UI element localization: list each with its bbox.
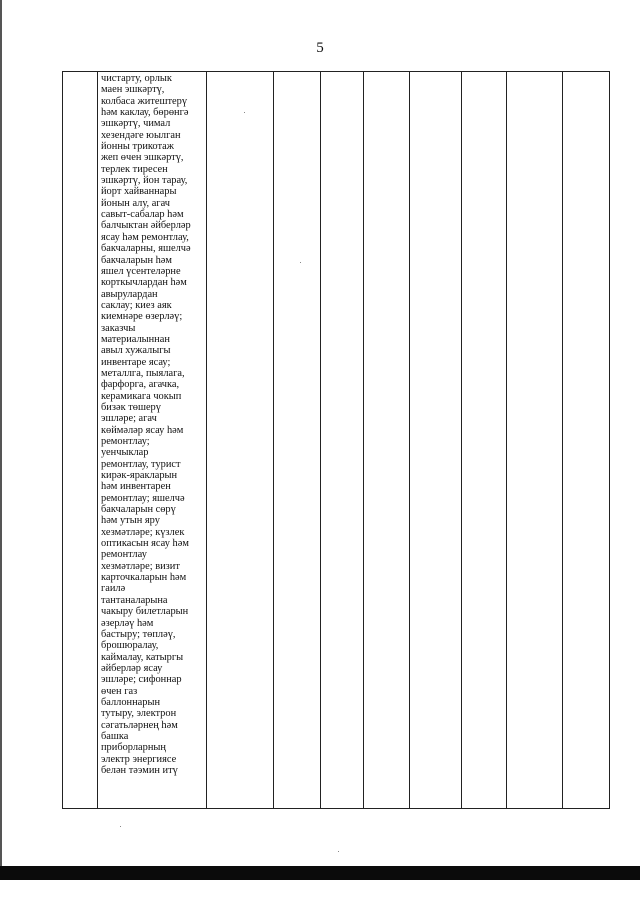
text-line: өчен газ <box>101 685 138 697</box>
text-line: бакчаларын сөрү <box>101 504 176 516</box>
table-row <box>63 72 610 809</box>
scan-speck <box>244 112 245 113</box>
text-line: ремонтлау <box>101 549 147 561</box>
text-line: чистарту, орлык <box>101 73 172 84</box>
text-line: ремонтлау, турист <box>101 458 181 470</box>
text-line: көймәләр ясау һәм <box>101 424 184 436</box>
table-cell-number <box>63 72 98 809</box>
text-line: һәм каклау, бөрөнгә <box>101 107 189 119</box>
table-cell <box>462 72 507 809</box>
scan-left-edge <box>0 0 2 866</box>
table-cell <box>274 72 321 809</box>
text-line: уенчыклар <box>101 447 149 459</box>
text-line: колбаса житештерү <box>101 95 188 107</box>
text-line: йонны трикотаж <box>101 141 174 153</box>
text-line: баллоннарын <box>101 696 161 708</box>
text-line: материалыннан <box>101 333 170 345</box>
text-line: эшләре; агач <box>101 413 157 425</box>
text-line: брошюралау, <box>101 640 159 652</box>
text-line: бакчаларын һәм <box>101 254 172 266</box>
text-line: жеп өчен эшкәртү, <box>101 152 184 164</box>
text-line: әзерләү һәм <box>101 617 154 629</box>
text-line: приборларның <box>101 742 166 754</box>
text-line: терлек тиресен <box>101 163 168 175</box>
text-line: яшел үсентеләрне <box>101 265 181 277</box>
text-line: ясау һәм ремонтлау, <box>101 231 189 243</box>
scan-speck <box>338 851 339 852</box>
text-line: бакчаларны, яшелчә <box>101 243 191 255</box>
scan-bottom-band <box>0 866 640 880</box>
text-line: йонын алу, агач <box>101 197 170 209</box>
text-line: сәгатьләрнең һәм <box>101 719 178 731</box>
scan-speck <box>300 262 301 263</box>
table-cell <box>563 72 610 809</box>
text-line: гаилә <box>101 583 126 595</box>
text-line: һәм инвентарен <box>101 481 171 493</box>
table-cell <box>207 72 274 809</box>
text-line: эшкәртү, чимал <box>101 118 171 130</box>
text-line: авырулардан <box>101 288 158 300</box>
table-cell <box>364 72 410 809</box>
text-line: балчыктан әйберләр <box>101 220 191 232</box>
text-line: киемнәре өзерләү; <box>101 311 183 323</box>
text-line: авыл хужалыгы <box>101 345 171 357</box>
page-number: 5 <box>316 40 324 56</box>
text-line: инвентаре ясау; <box>101 356 171 368</box>
text-line: маен эшкәртү, <box>101 84 165 96</box>
text-line: тутыру, электрон <box>101 708 177 720</box>
text-line: чакыру билетларын <box>101 606 189 618</box>
text-line: карточкаларын һәм <box>101 572 187 584</box>
text-line: оптикасын ясау һәм <box>101 538 189 550</box>
text-line: бастыру; төпләү, <box>101 628 176 640</box>
text-line: савыт-сабалар һәм <box>101 209 184 221</box>
text-line: белән тәэмин итү <box>101 764 178 776</box>
text-line: хезендәге юылган <box>101 129 181 141</box>
text-line: хезмәтләре; визит <box>101 560 180 572</box>
text-line: бизәк төшерү <box>101 401 161 413</box>
text-line: корткычлардан һәм <box>101 277 187 289</box>
text-line: башка <box>101 730 129 742</box>
text-line: әйберләр ясау <box>101 662 163 674</box>
text-line: электр энергиясе <box>101 753 177 765</box>
scan-speck <box>120 826 121 827</box>
text-line: саклау; киез аяк <box>101 299 172 311</box>
text-line: ремонтлау; яшелчә <box>101 492 185 504</box>
table-cell <box>507 72 563 809</box>
text-line: һәм утын яру <box>101 515 160 527</box>
table-cell-activity-types <box>98 72 207 809</box>
data-table <box>62 71 610 809</box>
text-line: керамикага чокып <box>101 390 182 402</box>
text-line: йорт хайваннары <box>101 186 177 198</box>
text-line: ремонтлау; <box>101 436 150 447</box>
text-line: заказчы <box>101 322 136 334</box>
text-line: металлга, пыялага, <box>101 367 185 379</box>
table-cell <box>410 72 462 809</box>
text-line: кирәк-яракларын <box>101 470 178 482</box>
text-line: тантаналарына <box>101 594 168 606</box>
text-line: фарфорга, агачка, <box>101 379 180 391</box>
text-line: хезмәтләре; күзлек <box>101 526 185 538</box>
text-line: каймалау, катыргы <box>101 651 184 663</box>
activity-types-text <box>98 72 206 776</box>
text-line: эшләре; сифоннар <box>101 674 182 686</box>
table-cell <box>321 72 364 809</box>
text-line: эшкәртү, йон тарау, <box>101 175 188 187</box>
